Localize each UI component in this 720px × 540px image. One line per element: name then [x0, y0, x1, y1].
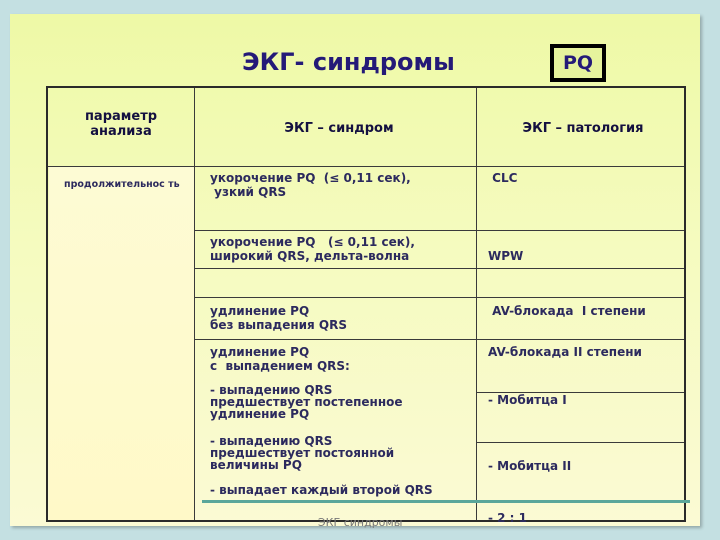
- header-syndrome: ЭКГ – синдром: [284, 121, 394, 136]
- row-divider-4: [194, 339, 684, 340]
- slide-footer: ЭКГ синдромы: [318, 516, 403, 529]
- syndrome-row-3: удлинение PQ без выпадения QRS: [210, 304, 347, 332]
- pathology-row-5: - Мобитца I: [488, 393, 567, 407]
- syndrome-row-2: укорочение PQ (≤ 0,11 сек), широкий QRS, дельта-волна: [210, 235, 415, 263]
- param-value: продолжительнос ть: [64, 179, 180, 190]
- pathology-row-last: - 2 : 1: [488, 511, 528, 525]
- syndrome-row-4: удлинение PQ с выпадением QRS:: [210, 345, 350, 373]
- column-divider-1: [194, 88, 195, 520]
- syndrome-row-6: - выпадению QRS предшествует постоянной величины PQ: [210, 434, 395, 472]
- pq-badge: [550, 44, 606, 82]
- column-divider-2: [476, 88, 477, 520]
- slide: [10, 14, 700, 529]
- pathology-row-1: CLC: [488, 171, 518, 185]
- pq-badge-label: PQ: [562, 52, 594, 74]
- teal-divider: [202, 500, 690, 503]
- pathology-row-3: AV-блокада I степени: [488, 304, 646, 318]
- row-divider-1: [194, 230, 684, 231]
- row-divider-6: [476, 442, 684, 443]
- header-pathology: ЭКГ – патология: [522, 121, 644, 136]
- header-param: параметр анализа: [84, 109, 158, 139]
- row-divider-3: [194, 297, 684, 298]
- param-column-background: [49, 166, 194, 520]
- slide-title: ЭКГ- синдромы: [242, 48, 455, 76]
- row-divider-2: [194, 268, 684, 269]
- pathology-row-4: AV-блокада II степени: [488, 345, 642, 359]
- pathology-row-2: WPW: [488, 249, 524, 263]
- syndrome-row-1: укорочение PQ (≤ 0,11 сек), узкий QRS: [210, 171, 411, 199]
- syndrome-row-7: - выпадает каждый второй QRS: [210, 483, 433, 497]
- syndrome-row-5: - выпадению QRS предшествует постепенное удлинение PQ: [210, 383, 403, 421]
- pathology-row-6: - Мобитца II: [488, 459, 572, 473]
- header-divider: [48, 166, 684, 167]
